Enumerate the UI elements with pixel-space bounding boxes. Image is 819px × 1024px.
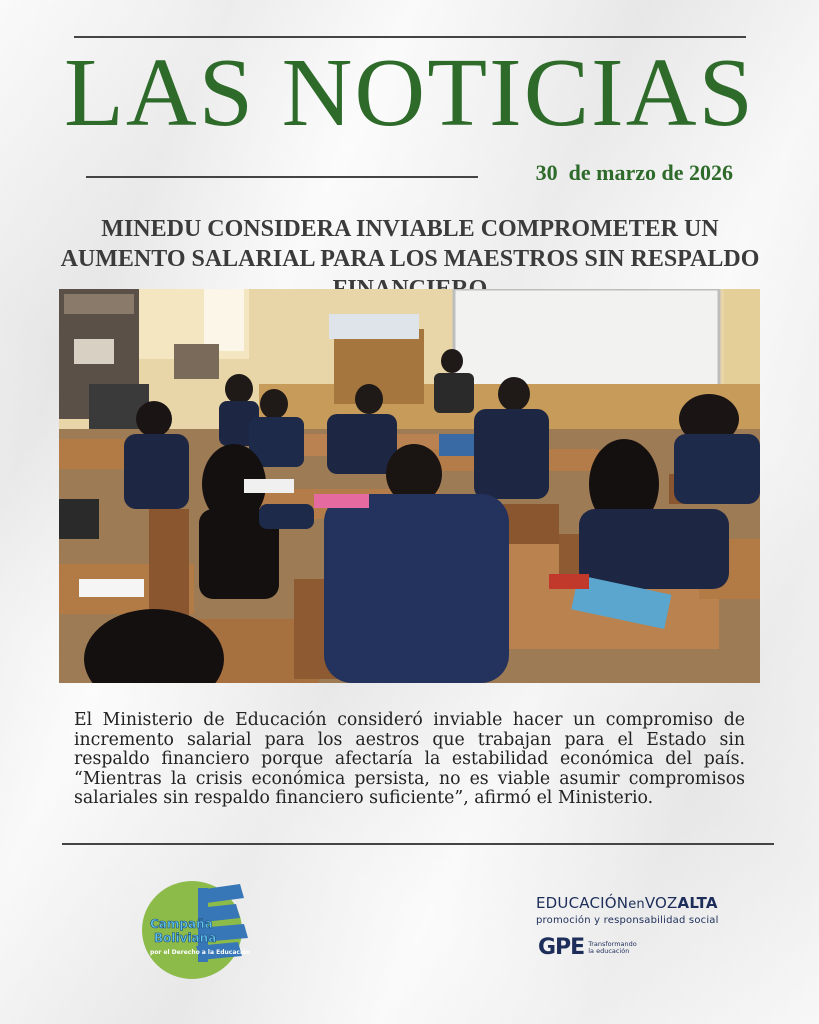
classroom-photo (59, 289, 760, 683)
brand-part3: VOZ (644, 894, 678, 912)
article-headline: MINEDU CONSIDERA INVIABLE COMPROMETER UN AUMENTO SALARIAL PARA LOS MAESTROS SIN RESPALDO (60, 216, 760, 272)
date-rest: de marzo de 2026 (568, 160, 733, 185)
logo-text-line1: Campaña (150, 917, 213, 931)
brand-part1: EDUCACIÓN (536, 894, 629, 912)
campaign-logo (140, 876, 270, 986)
masthead-title: LAS NOTICIAS (64, 39, 755, 147)
brand-part2: en (628, 897, 645, 912)
gpe-mark: GPE (538, 935, 585, 960)
gpe-logo (538, 935, 637, 960)
gpe-tagline: Transformando la educación (588, 939, 637, 955)
issue-date (536, 160, 733, 186)
educacion-en-voz-alta-logo (536, 894, 719, 926)
article-body: El Ministerio de Educación consideró inviable hacer un compromiso de incremento salarial para los aestros que trabajan para el Estado sin respaldo financiero porque afectaría la estabilidad económica del país. “Mientras la crisis económica persista, no es viable asumir compromisos salariales sin respaldo financiero suficiente”, afirmó el Ministerio. (74, 710, 745, 808)
bottom-rule (62, 843, 774, 845)
top-rule (74, 36, 746, 38)
brand-tagline: promoción y responsabilidad social (536, 915, 719, 926)
brand-part4: ALTA (677, 894, 718, 912)
date-day: 30 (535, 160, 558, 185)
logo-text-line2: Boliviana (154, 931, 217, 945)
brand-wordmark (536, 894, 719, 912)
date-rule (86, 176, 478, 178)
logo-text-line3: por el Derecho a la Educación (150, 949, 251, 956)
